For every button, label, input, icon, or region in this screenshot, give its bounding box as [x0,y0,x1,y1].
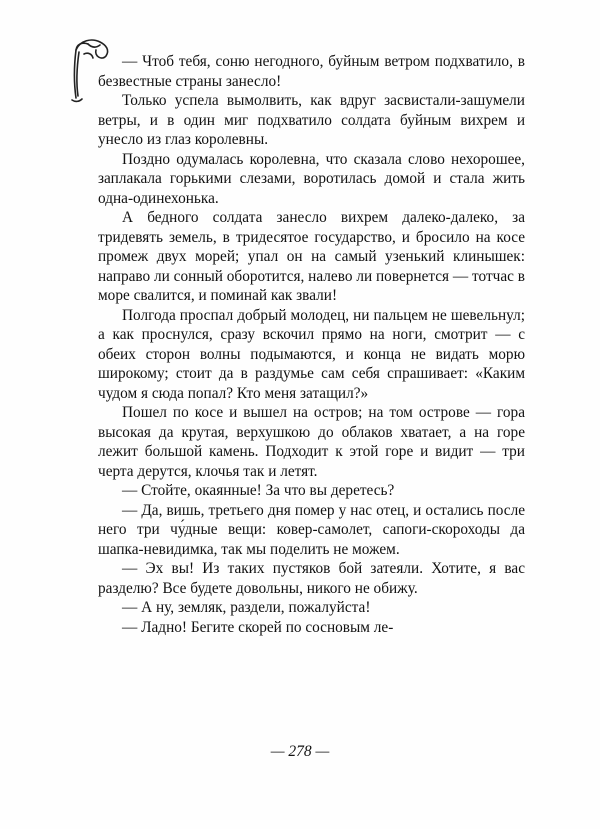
paragraph: — А ну, земляк, раздели, пожалуйста! [122,599,371,616]
paragraph: — Эх вы! Из таких пустяков бой затеяли. Хотите, я вас разделю? Все будете довольны, никого не обижу. [98,560,525,597]
paragraph: А бедного солдата занесло вихрем далеко-далеко, за тридевять земель, в тридесятое государство, и бросило на косе промеж двух морей; упал он на самый узенький клинышек: направо ли сонный оборотится, налево ли повернется — тотчас в море свалится, и поминай как звали! [98,209,525,304]
page-number: — 278 — [270,743,330,760]
paragraph: Поздно одумалась королевна, что сказала слово нехорошее, заплакала горькими слезами, воротилась домой и стала жить одна-одинехонька. [98,150,525,207]
paragraph: Только успела вымолвить, как вдруг засвистали-зашумели ветры, и в один миг подхватило солдата буйным вихрем и унесло из глаз королевны. [98,92,525,148]
paragraph: Пошел по косе и вышел на остров; на том острове — гора высокая да крутая, верхушкою до облаков хватает, а на горе лежит большой камень. Подходит к этой горе и видит — три черта дерутся, клочья так и летят. [98,404,525,480]
paragraph: Полгода проспал добрый молодец, ни пальцем не шевельнул; а как проснулся, сразу вскочил прямо на ноги, смотрит — с обеих сторон волны подымаются, и конца не видать морю широкому; стоит да в раздумье сам себя спрашивает: «Каким чудом я сюда попал? Кто меня затащил?» [98,306,525,402]
paragraph: — Да, вишь, третьего дня помер у нас отец, и остались после него три чу́дные вещи: ковер-самолет, сапоги-скороходы да шапка-невидимка, так мы поделить не можем. [98,501,525,558]
paragraph: — Ладно! Бегите скорей по сосновым ле- [122,618,394,636]
paragraph: — Стойте, окаянные! За что вы деретесь? [122,482,395,499]
paragraph: — Чтоб тебя, соню негодного, буйным ветром подхватило, в безвестные страны занесло! [98,53,525,90]
story-text [98,52,525,637]
